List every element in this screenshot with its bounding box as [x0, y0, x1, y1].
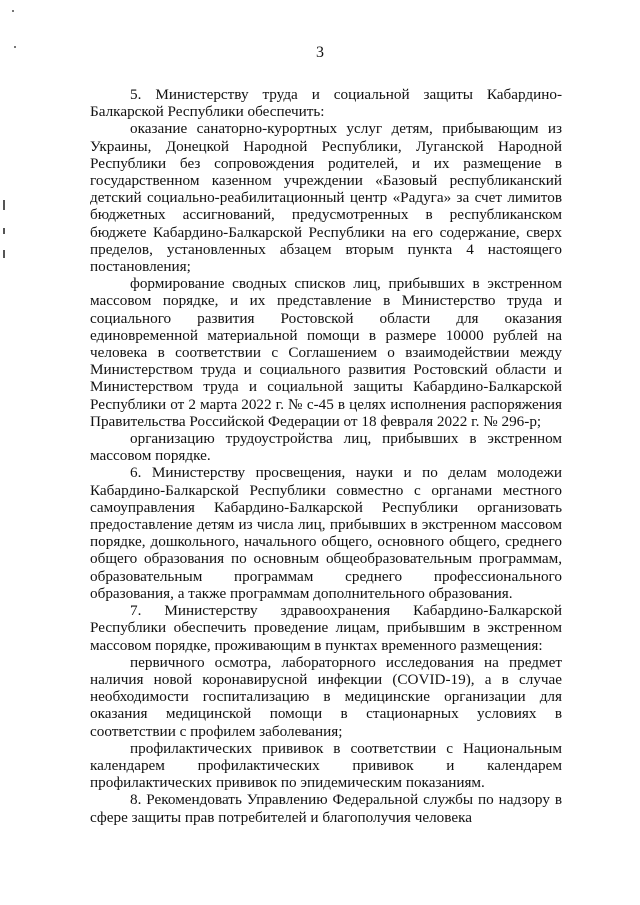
paragraph-employment: организацию трудоустройства лиц, прибывших в экстренном массовом порядке. — [90, 430, 562, 465]
paragraph-vaccinations: профилактических прививок в соответствии с Национальным календарем профилактических прививок и календарем профилактических прививок по эпидемическим показаниям. — [90, 739, 562, 792]
paragraph-sanatorium-services: оказание санаторно-курортных услуг детям, прибывающим из Украины, Донецкой Народной Республики, Луганской Народной Республики без сопровождения родителей, и их размещение в государственном казенном учреждении «Базовый республиканский детский социально-реабилитационный центр «Радуга» за счет лимитов бюджетных ассигнований, предусмотренных в республиканском бюджете Кабардино-Балкарской Республики на его содержание, сверх пределов, установленных абзацем вторым пункта 4 настоящего постановления; — [90, 120, 562, 276]
paragraph-item-7: 7. Министерству здравоохранения Кабардино-Балкарской Республики обеспечить проведение лицам, прибывшим в экстренном массовом порядке, проживающим в пунктах временного размещения: — [90, 602, 562, 654]
scan-speck — [12, 10, 14, 12]
scan-edge-mark — [3, 250, 5, 258]
paragraph-item-5: 5. Министерству труда и социальной защиты Кабардино-Балкарской Республики обеспечить: — [90, 86, 562, 121]
document-body — [90, 86, 562, 826]
paragraph-lists-formation: формирование сводных списков лиц, прибывших в экстренном массовом порядке, и их представление в Министерство труда и социального развития Ростовской области для оказания единовременной материальной помощи в размере 10000 рублей на человека в соответствии с Соглашением о взаимодействии между Министерством труда и социального развития Ростовский области и Министерством труда и социальной защиты Кабардино-Балкарской Республики от 2 марта 2022 г. № с-45 в целях исполнения распоряжения Правительства Российской Федерации от 18 февраля 2022 г. № 296-р; — [90, 275, 562, 430]
scan-edge-mark — [3, 200, 5, 210]
paragraph-primary-examination: первичного осмотра, лабораторного исследования на предмет наличия новой коронавирусной инфекции (COVID-19), а в случае необходимости госпитализацию в медицинские организации для оказания медицинской помощи в стационарных условиях в соответствии с профилем заболевания; — [90, 653, 562, 740]
paragraph-item-6: 6. Министерству просвещения, науки и по делам молодежи Кабардино-Балкарской Республики совместно с органами местного самоуправления Кабардино-Балкарской Республики организовать предоставление детям из числа лиц, прибывших в экстренном массовом порядке, дошкольного, начального общего, основного общего, среднего общего образования по основным общеобразовательным программам, образовательным программам среднего профессионального образования, а также программам дополнительного образования. — [90, 464, 562, 602]
page-number: 3 — [316, 44, 324, 61]
scan-edge-mark — [3, 228, 5, 234]
paragraph-item-8: 8. Рекомендовать Управлению Федеральной службы по надзору в сфере защиты прав потребителей и благополучия человека — [90, 791, 562, 826]
